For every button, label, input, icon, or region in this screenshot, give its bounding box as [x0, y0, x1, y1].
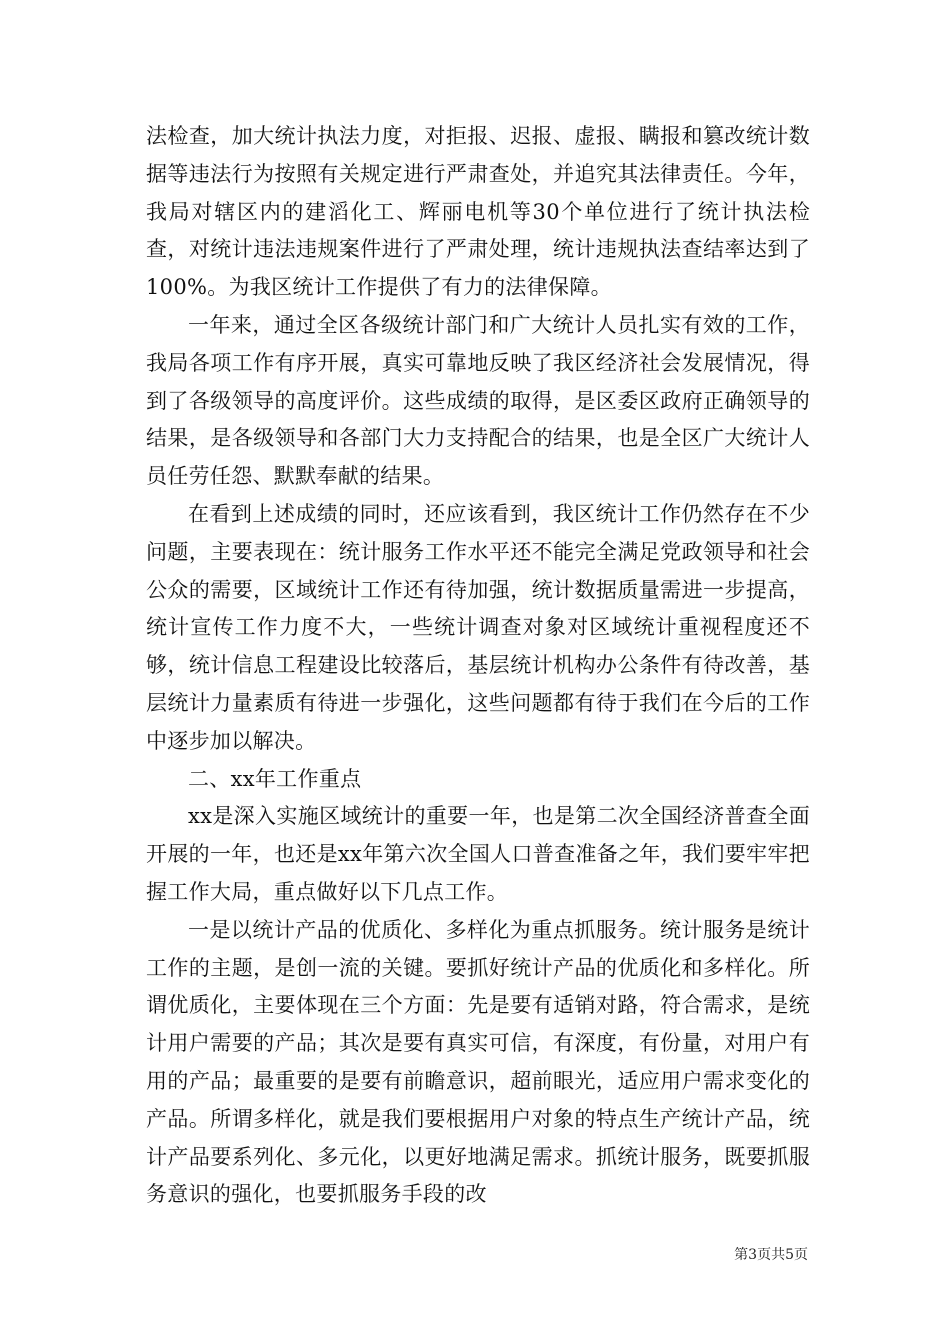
paragraph-4: xx是深入实施区域统计的重要一年，也是第二次全国经济普查全面开展的一年，也还是xx年第六次全国人口普查准备之年，我们要牢牢把握工作大局，重点做好以下几点工作。 [146, 804, 810, 904]
paragraph-5: 一是以统计产品的优质化、多样化为重点抓服务。统计服务是统计工作的主题，是创一流的关键。要抓好统计产品的优质化和多样化。所谓优质化，主要体现在三个方面：先是要有适销对路，符合需求，是统计用户需要的产品；其次是要有真实可信，有深度，有份量，对用户有用的产品；最重要的是要有前瞻意识，超前眼光，适应用户需求变化的产品。所谓多样化，就是我们要根据用户对象的特点生产统计产品，统计产品要系列化、多元化，以更好地满足需求。抓统计服务，既要抓服务意识的强化，也要抓服务手段的改 [146, 917, 810, 1207]
document-body [146, 118, 810, 1214]
section-heading: 二、xx年工作重点 [188, 766, 362, 791]
paragraph-3: 在看到上述成绩的同时，还应该看到，我区统计工作仍然存在不少问题，主要表现在：统计服务工作水平还不能完全满足党政领导和社会公众的需要，区域统计工作还有待加强，统计数据质量需进一步提高，统计宣传工作力度不大，一些统计调查对象对区域统计重视程度还不够，统计信息工程建设比较落后，基层统计机构办公条件有待改善，基层统计力量素质有待进一步强化，这些问题都有待于我们在今后的工作中逐步加以解决。 [146, 501, 810, 753]
paragraph-1: 法检查，加大统计执法力度，对拒报、迟报、虚报、瞒报和篡改统计数据等违法行为按照有关规定进行严肃查处，并追究其法律责任。今年，我局对辖区内的建滔化工、辉丽电机等30个单位进行了统计执法检查，对统计违法违规案件进行了严肃处理，统计违规执法查结率达到了100%。为我区统计工作提供了有力的法律保障。 [146, 124, 810, 300]
page-number-footer: 第3页共5页 [734, 1247, 808, 1263]
paragraph-2: 一年来，通过全区各级统计部门和广大统计人员扎实有效的工作，我局各项工作有序开展，真实可靠地反映了我区经济社会发展情况，得到了各级领导的高度评价。这些成绩的取得，是区委区政府正确领导的结果，是各级领导和各部门大力支持配合的结果，也是全区广大统计人员任劳任怨、默默奉献的结果。 [146, 312, 810, 489]
